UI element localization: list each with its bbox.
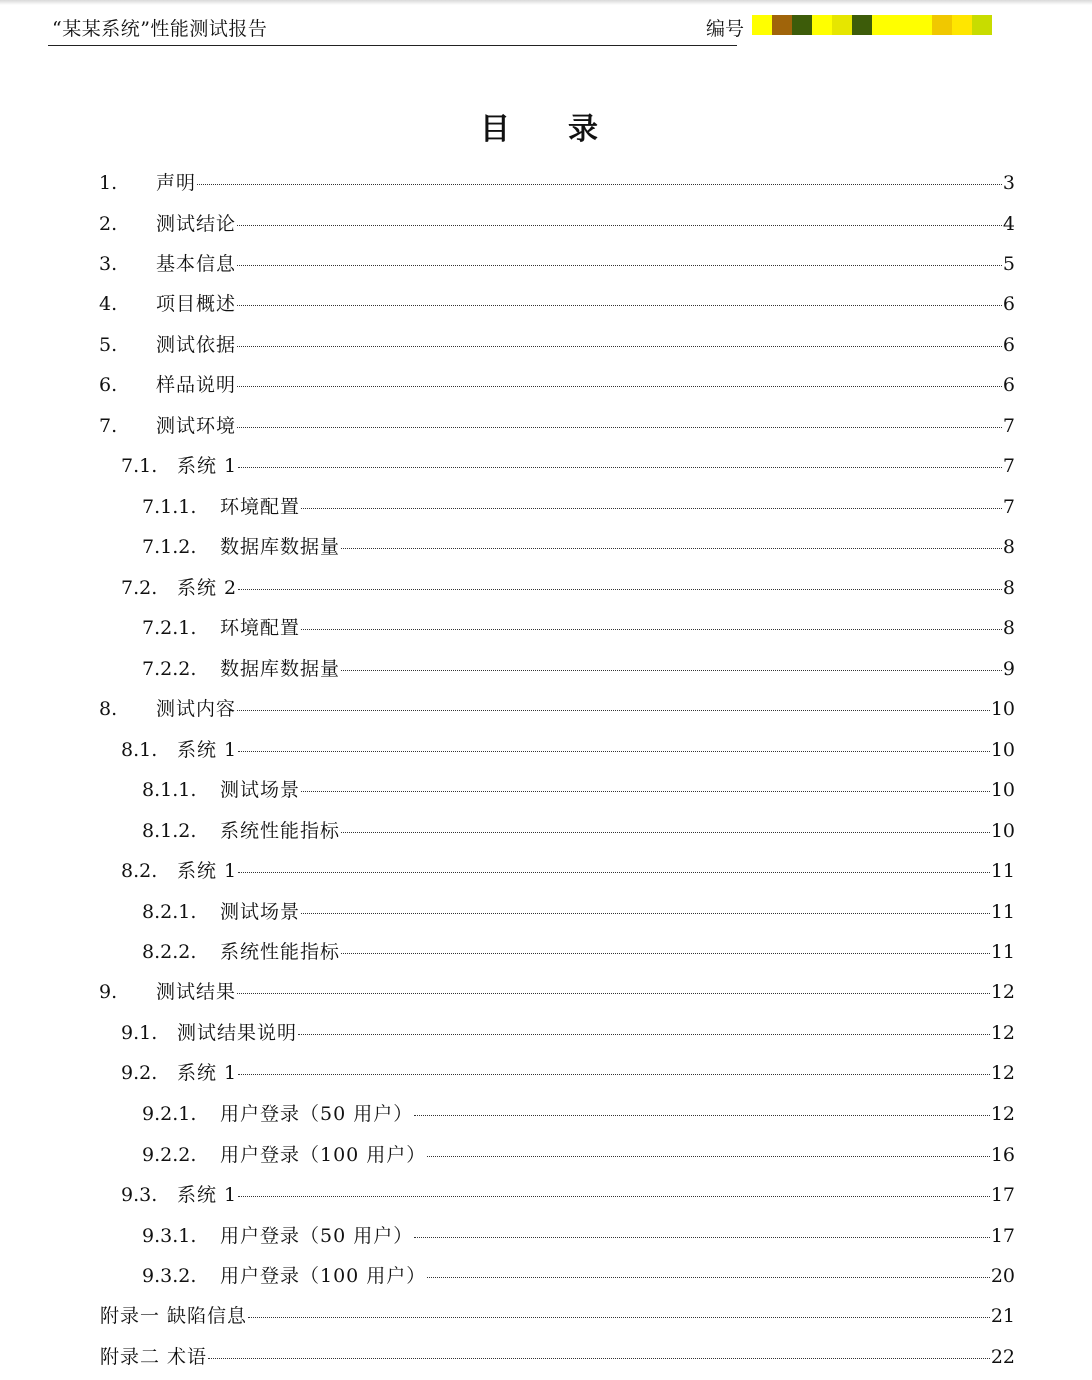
toc-entry-label: 系统 2 [177, 577, 238, 599]
redaction-block [792, 15, 812, 35]
toc-entry-page-number: 17 [990, 1184, 1015, 1206]
toc-entry-page-number: 12 [990, 1022, 1015, 1044]
toc-entry-page-number: 11 [990, 901, 1015, 923]
toc-dot-leader [238, 872, 990, 873]
toc-dot-leader [427, 1156, 990, 1157]
top-shadow-bar [0, 0, 1092, 5]
toc-entry-page-number: 4 [1002, 213, 1015, 235]
toc-entry-page-number: 22 [990, 1346, 1015, 1368]
toc-entry-number: 7.1.1. [142, 496, 197, 518]
toc-entry[interactable] [142, 940, 1015, 964]
redaction-block [872, 15, 892, 35]
toc-entry-label: 测试环境 [156, 415, 237, 437]
toc-entry-page-number: 21 [990, 1305, 1015, 1327]
redaction-block [752, 15, 772, 35]
toc-entry[interactable] [99, 373, 1015, 397]
toc-entry-label: 声明 [156, 172, 197, 194]
toc-entry-number: 9.3.1. [142, 1225, 197, 1247]
toc-entry-page-number: 3 [1002, 172, 1015, 194]
toc-entry-number: 2. [99, 213, 118, 235]
toc-entry-page-number: 7 [1002, 415, 1015, 437]
toc-entry-number: 8.2.1. [142, 901, 197, 923]
toc-entry-page-number: 6 [1002, 293, 1015, 315]
toc-entry-number: 1. [99, 172, 118, 194]
toc-entry[interactable] [100, 1304, 1015, 1328]
toc-entry-number: 8.2. [121, 860, 158, 882]
redacted-document-code [752, 15, 992, 35]
toc-entry-number: 4. [99, 293, 118, 315]
toc-dot-leader [414, 1115, 990, 1116]
redaction-block [832, 15, 852, 35]
redaction-block [972, 15, 992, 35]
toc-entry-page-number: 10 [990, 739, 1015, 761]
toc-entry[interactable] [142, 900, 1015, 924]
toc-entry-label: 样品说明 [156, 374, 237, 396]
toc-entry-number: 8.2.2. [142, 941, 197, 963]
toc-entry-page-number: 9 [1002, 658, 1015, 680]
toc-entry-number: 8.1.1. [142, 779, 197, 801]
toc-entry-label: 项目概述 [156, 293, 237, 315]
document-code-label: 编号 [706, 18, 745, 40]
toc-entry-page-number: 12 [990, 1062, 1015, 1084]
toc-entry[interactable] [121, 454, 1015, 478]
toc-dot-leader [237, 386, 1002, 387]
toc-dot-leader [237, 993, 990, 994]
toc-dot-leader [341, 670, 1002, 671]
toc-entry[interactable] [99, 252, 1015, 276]
toc-entry-label: 附录一 缺陷信息 [100, 1305, 248, 1327]
toc-entry-label: 用户登录（50 用户） [220, 1103, 414, 1125]
toc-entry-label: 系统 1 [177, 1062, 238, 1084]
toc-entry-label: 测试结果说明 [177, 1022, 298, 1044]
toc-dot-leader [248, 1317, 990, 1318]
toc-entry[interactable] [121, 859, 1015, 883]
toc-dot-leader [237, 427, 1002, 428]
toc-entry-number: 7.2. [121, 577, 158, 599]
toc-entry-label: 测试内容 [156, 698, 237, 720]
toc-dot-leader [298, 1034, 990, 1035]
toc-entry[interactable] [121, 1183, 1015, 1207]
toc-entry-number: 8.1.2. [142, 820, 197, 842]
toc-entry-page-number: 10 [990, 698, 1015, 720]
toc-entry-page-number: 8 [1002, 577, 1015, 599]
toc-entry-number: 9.2. [121, 1062, 158, 1084]
toc-entry-number: 7.2.1. [142, 617, 197, 639]
toc-entry-number: 7.2.2. [142, 658, 197, 680]
redaction-block [952, 15, 972, 35]
toc-entry-label: 系统性能指标 [220, 820, 341, 842]
toc-entry-label: 用户登录（50 用户） [220, 1225, 414, 1247]
toc-entry-label: 数据库数据量 [220, 658, 341, 680]
toc-dot-leader [237, 265, 1002, 266]
toc-entry-label: 用户登录（100 用户） [220, 1265, 427, 1287]
redaction-block [812, 15, 832, 35]
redaction-block [932, 15, 952, 35]
toc-entry[interactable] [142, 1264, 1015, 1288]
toc-entry-number: 9. [99, 981, 118, 1003]
toc-entry-label: 环境配置 [220, 617, 301, 639]
toc-dot-leader [238, 751, 990, 752]
toc-dot-leader [341, 548, 1002, 549]
toc-dot-leader [238, 589, 1002, 590]
toc-dot-leader [427, 1277, 990, 1278]
toc-entry[interactable] [99, 414, 1015, 438]
toc-entry[interactable] [99, 697, 1015, 721]
toc-entry[interactable] [121, 1061, 1015, 1085]
toc-entry-label: 系统 1 [177, 455, 238, 477]
redaction-block [912, 15, 932, 35]
toc-entry[interactable] [142, 1224, 1015, 1248]
toc-entry[interactable] [99, 333, 1015, 357]
toc-entry-page-number: 11 [990, 941, 1015, 963]
toc-entry-page-number: 7 [1002, 496, 1015, 518]
toc-entry[interactable] [99, 171, 1015, 195]
toc-entry-label: 系统 1 [177, 739, 238, 761]
toc-entry-number: 9.3.2. [142, 1265, 197, 1287]
toc-entry-page-number: 17 [990, 1225, 1015, 1247]
toc-entry-number: 6. [99, 374, 118, 396]
toc-entry[interactable] [99, 980, 1015, 1004]
toc-dot-leader [237, 346, 1002, 347]
toc-entry[interactable] [121, 576, 1015, 600]
toc-entry-label: 测试场景 [220, 901, 301, 923]
redaction-block [892, 15, 912, 35]
toc-entry[interactable] [142, 616, 1015, 640]
toc-dot-leader [414, 1237, 990, 1238]
toc-entry-page-number: 6 [1002, 374, 1015, 396]
toc-entry[interactable] [142, 819, 1015, 843]
toc-entry-label: 系统性能指标 [220, 941, 341, 963]
toc-dot-leader [238, 1196, 990, 1197]
toc-entry-page-number: 12 [990, 1103, 1015, 1125]
toc-dot-leader [301, 791, 990, 792]
toc-entry-page-number: 7 [1002, 455, 1015, 477]
toc-entry-number: 9.3. [121, 1184, 158, 1206]
toc-entry-label: 附录二 术语 [100, 1346, 208, 1368]
toc-entry-number: 9.2.2. [142, 1144, 197, 1166]
toc-entry-label: 测试场景 [220, 779, 301, 801]
toc-dot-leader [237, 225, 1002, 226]
toc-entry-number: 5. [99, 334, 118, 356]
toc-entry[interactable] [99, 292, 1015, 316]
header-divider [48, 45, 738, 46]
toc-entry[interactable] [142, 778, 1015, 802]
toc-entry[interactable] [142, 535, 1015, 559]
toc-entry-page-number: 10 [990, 779, 1015, 801]
toc-dot-leader [238, 1074, 990, 1075]
toc-entry-label: 系统 1 [177, 860, 238, 882]
toc-entry-label: 测试结论 [156, 213, 237, 235]
toc-entry-number: 3. [99, 253, 118, 275]
toc-entry-page-number: 16 [990, 1144, 1015, 1166]
toc-dot-leader [301, 913, 990, 914]
toc-entry-page-number: 6 [1002, 334, 1015, 356]
toc-dot-leader [238, 467, 1002, 468]
toc-dot-leader [301, 508, 1002, 509]
toc-entry-label: 用户登录（100 用户） [220, 1144, 427, 1166]
toc-entry[interactable] [100, 1345, 1015, 1369]
toc-entry-number: 7. [99, 415, 118, 437]
toc-entry-number: 8.1. [121, 739, 158, 761]
toc-dot-leader [237, 305, 1002, 306]
redaction-block [772, 15, 792, 35]
toc-entry[interactable] [121, 1021, 1015, 1045]
toc-entry-label: 基本信息 [156, 253, 237, 275]
toc-entry-number: 9.2.1. [142, 1103, 197, 1125]
toc-entry-label: 系统 1 [177, 1184, 238, 1206]
toc-entry-number: 7.1. [121, 455, 158, 477]
toc-entry[interactable] [99, 212, 1015, 236]
toc-entry-number: 9.1. [121, 1022, 158, 1044]
toc-dot-leader [301, 629, 1002, 630]
toc-dot-leader [237, 710, 990, 711]
toc-entry-page-number: 12 [990, 981, 1015, 1003]
toc-dot-leader [341, 953, 990, 954]
toc-title: 目录 [480, 112, 656, 147]
toc-entry-page-number: 8 [1002, 536, 1015, 558]
toc-entry-label: 环境配置 [220, 496, 301, 518]
toc-entry-page-number: 20 [990, 1265, 1015, 1287]
report-header-title: “某某系统”性能测试报告 [52, 18, 268, 40]
toc-entry-page-number: 10 [990, 820, 1015, 842]
redaction-block [852, 15, 872, 35]
toc-entry[interactable] [142, 495, 1015, 519]
toc-entry-label: 测试依据 [156, 334, 237, 356]
toc-entry-number: 8. [99, 698, 118, 720]
toc-dot-leader [208, 1358, 990, 1359]
toc-entry[interactable] [142, 1102, 1015, 1126]
toc-entry-page-number: 11 [990, 860, 1015, 882]
toc-dot-leader [197, 184, 1002, 185]
toc-dot-leader [341, 832, 990, 833]
toc-entry-number: 7.1.2. [142, 536, 197, 558]
toc-entry[interactable] [142, 1143, 1015, 1167]
toc-entry-label: 测试结果 [156, 981, 237, 1003]
toc-entry-page-number: 8 [1002, 617, 1015, 639]
toc-entry-page-number: 5 [1002, 253, 1015, 275]
toc-entry[interactable] [121, 738, 1015, 762]
toc-entry-label: 数据库数据量 [220, 536, 341, 558]
toc-entry[interactable] [142, 657, 1015, 681]
